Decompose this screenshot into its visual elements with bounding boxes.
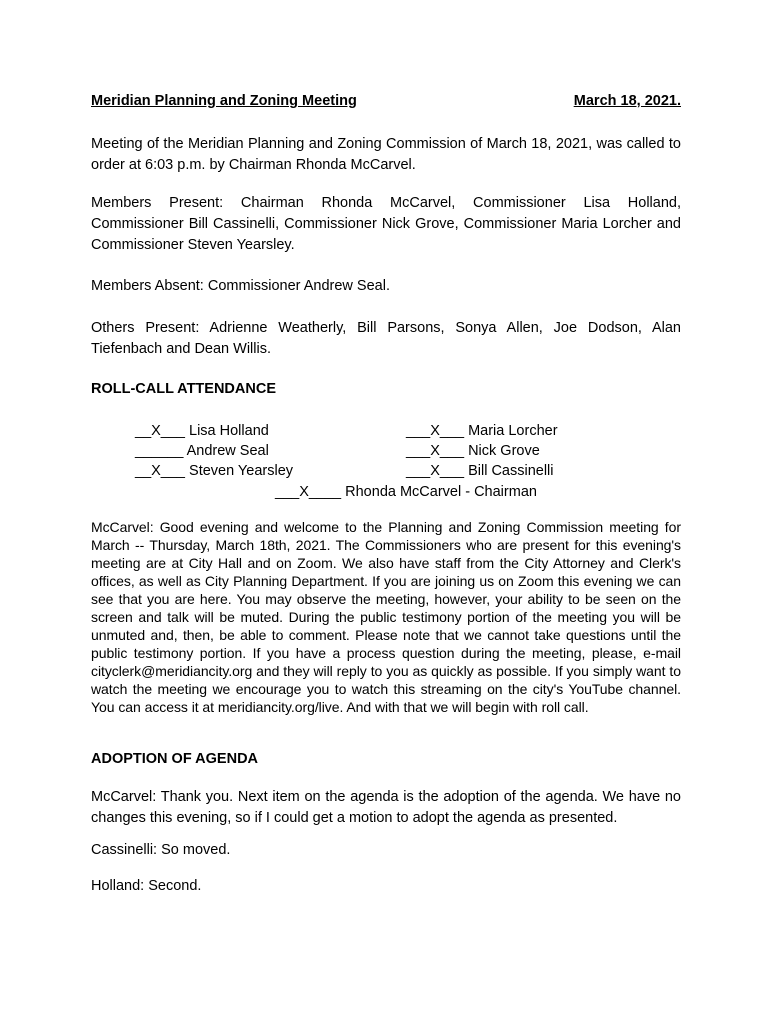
roll-call-entry: ___X___ Bill Cassinelli [406,463,554,479]
roll-call-entry: ______ Andrew Seal [135,443,269,459]
roll-call-entry: __X___ Steven Yearsley [135,463,294,479]
agenda-cassinelli-paragraph: Cassinelli: So moved. [91,842,231,858]
others-present-paragraph: Others Present: Adrienne Weatherly, Bill Parsons, Sonya Allen, Joe Dodson, Alan Tiefenbach and Dean Willis. [91,320,681,357]
opening-remarks-paragraph: McCarvel: Good evening and welcome to the Planning and Zoning Commission meeting for March -- Thursday, March 18th, 2021. The Commissioners who are present for this evening's meeting are at City Hall and on Zoom. We also have staff from the City Attorney and Clerk's offices, as well as City Planning Department. If you are joining us on Zoom this evening we can see that you are here. You may observe the meeting, however, your ability to be seen on the screen and talk will be muted. During the public testimony portion of the meeting you will be unmuted and, then, be able to comment. Please note that we cannot take questions until the public testimony portion. If you have a process question during the meeting, please, e-mail cityclerk@meridiancity.org and they will reply to you as quickly as possible. If you simply want to watch the meeting we encourage you to watch this streaming on the city's YouTube channel. You can access it at meridiancity.org/live. And with that we will begin with roll call. [91,519,681,715]
agenda-holland-paragraph: Holland: Second. [91,878,202,894]
adoption-of-agenda-heading: ADOPTION OF AGENDA [91,751,259,767]
meeting-title: Meridian Planning and Zoning Meeting [91,93,357,109]
members-absent-paragraph: Members Absent: Commissioner Andrew Seal. [91,278,390,294]
agenda-mccarvel-paragraph: McCarvel: Thank you. Next item on the agenda is the adoption of the agenda. We have no changes this evening, so if I could get a motion to adopt the agenda as presented. [91,789,681,826]
roll-call-entry: ___X___ Maria Lorcher [406,423,558,439]
document-header [91,93,681,109]
roll-call-heading: ROLL-CALL ATTENDANCE [91,381,276,397]
roll-call-entry: __X___ Lisa Holland [135,423,269,439]
call-to-order-paragraph: Meeting of the Meridian Planning and Zoning Commission of March 18, 2021, was called to order at 6:03 p.m. by Chairman Rhonda McCarvel. [91,136,681,173]
roll-call-entry: ___X___ Nick Grove [406,443,540,459]
roll-call-chairman-entry: ___X____ Rhonda McCarvel - Chairman [275,484,537,500]
meeting-date: March 18, 2021. [573,93,681,109]
members-present-paragraph: Members Present: Chairman Rhonda McCarvel, Commissioner Lisa Holland, Commissioner Bill Cassinelli, Commissioner Nick Grove, Commissioner Maria Lorcher and Commissioner Steven Yearsley. [91,195,681,253]
